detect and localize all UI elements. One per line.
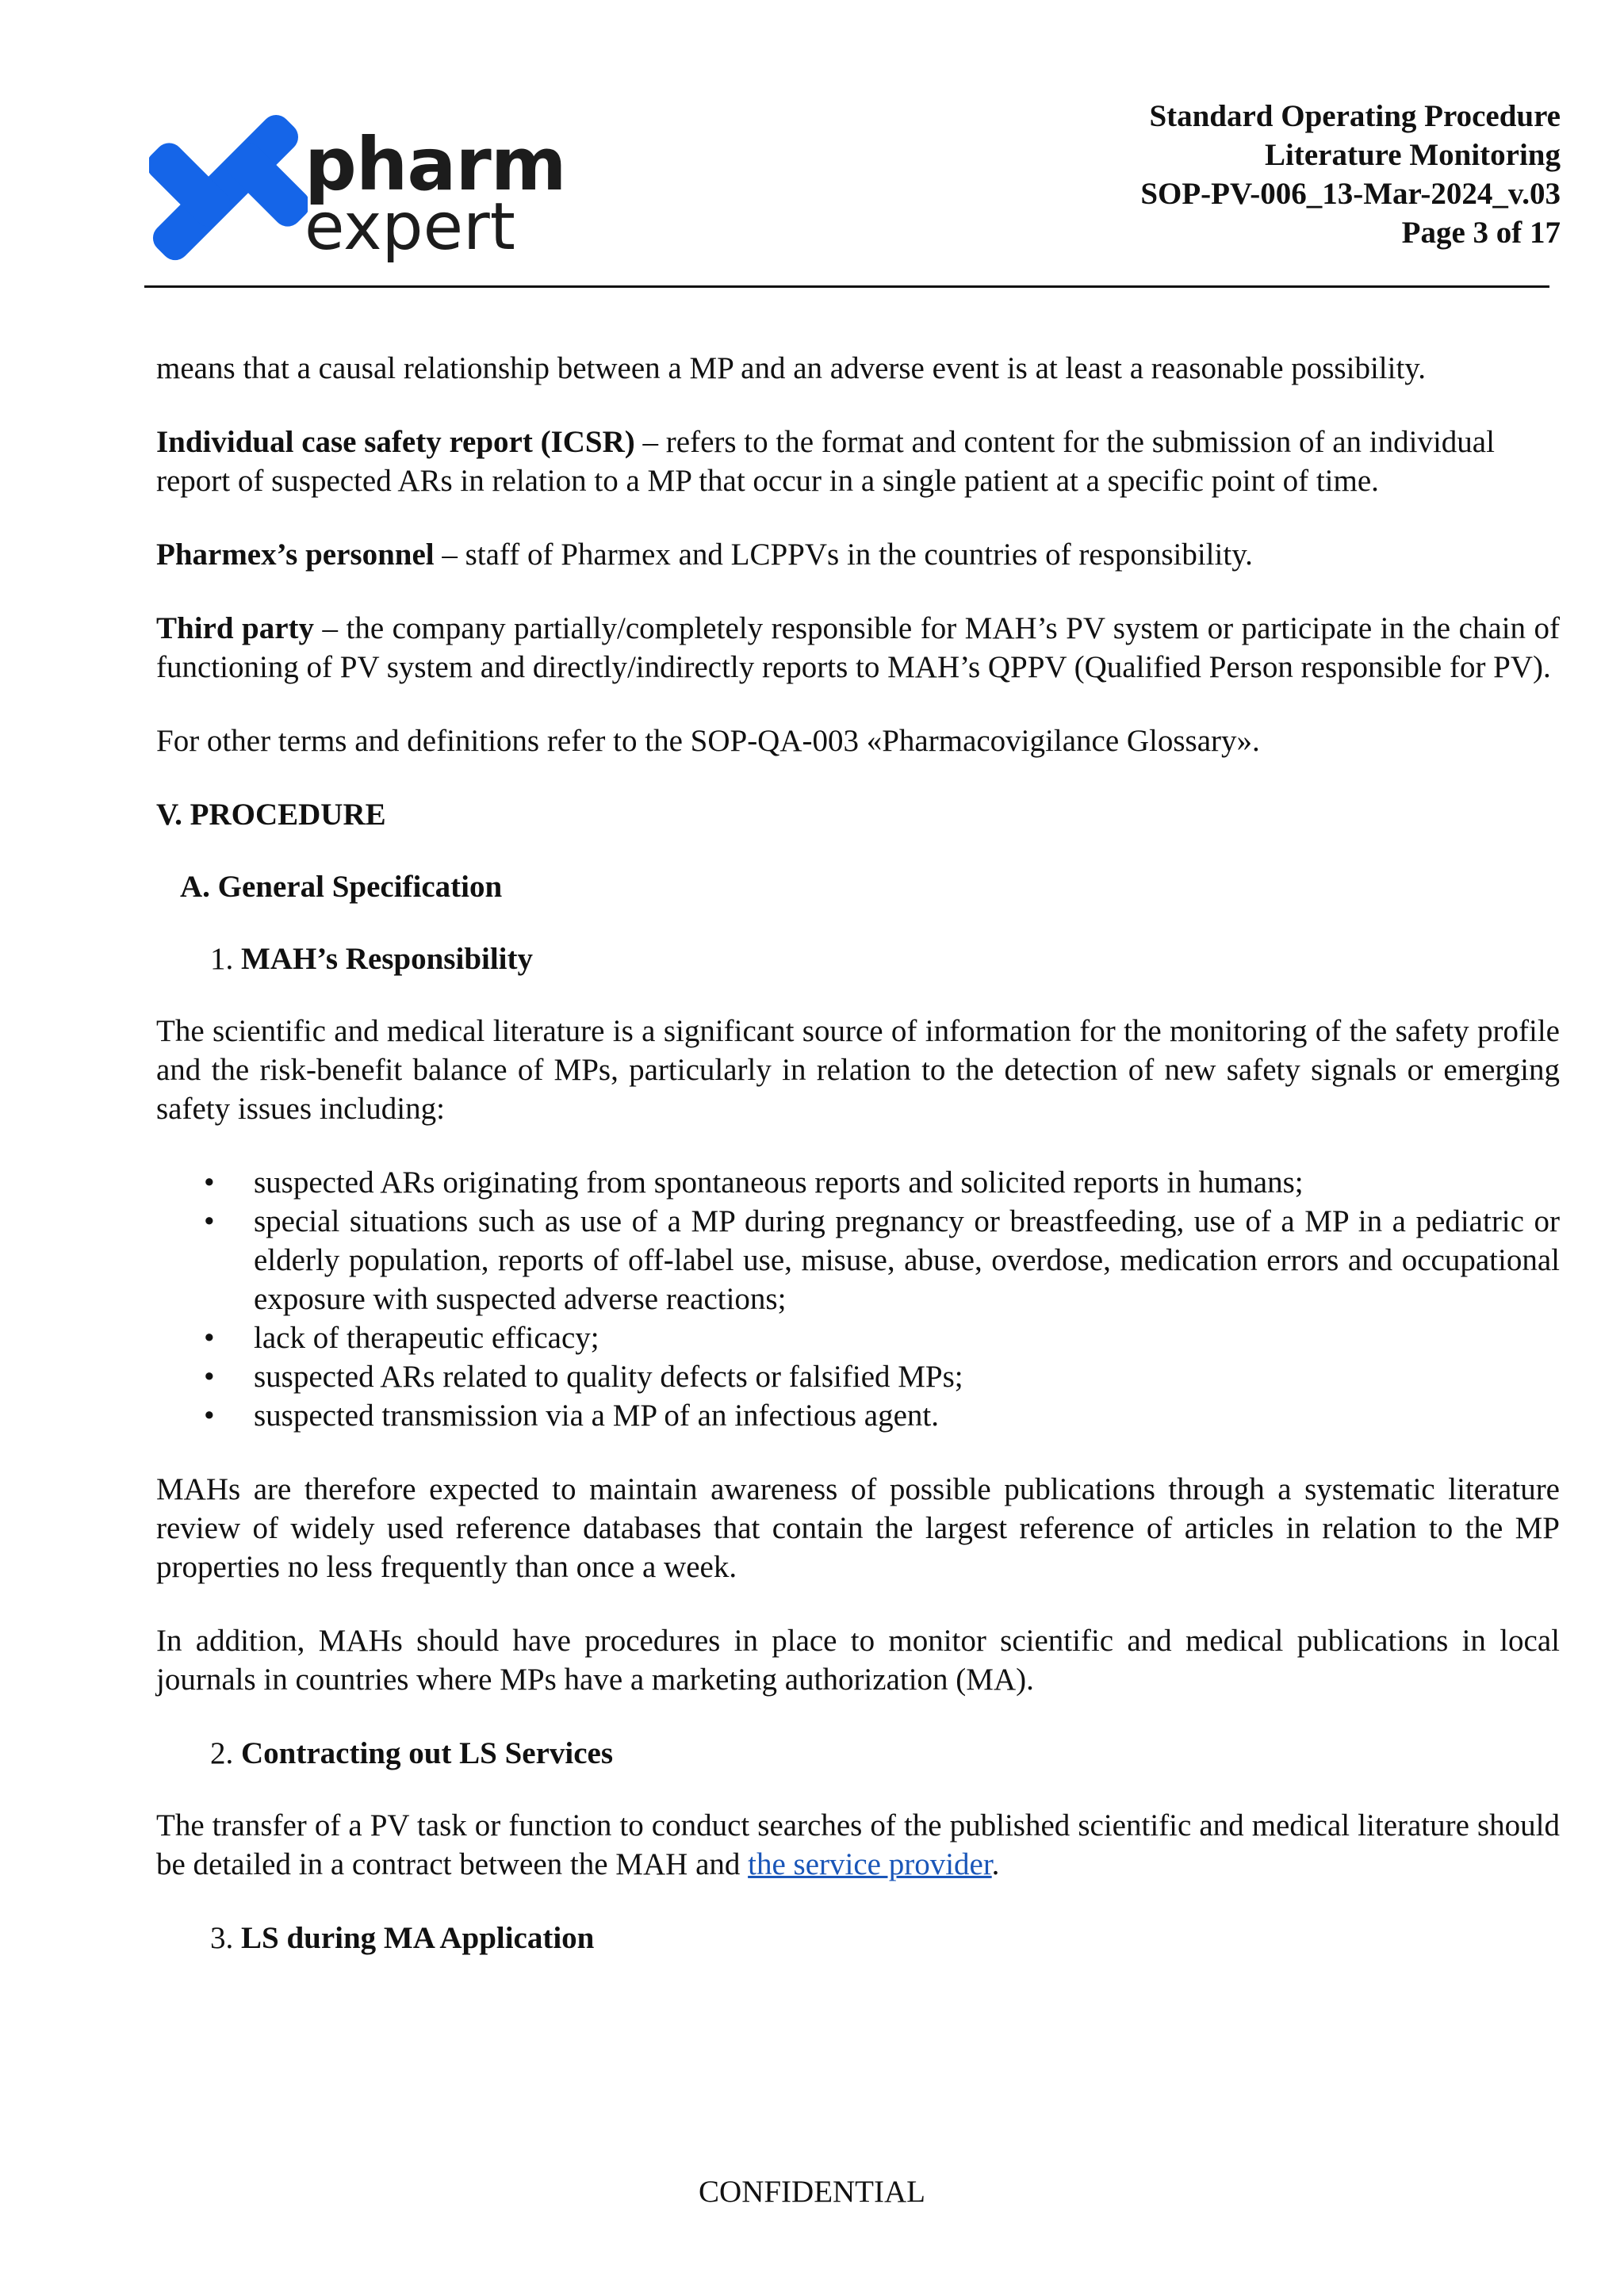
heading-title: MAH’s Responsibility [241, 942, 534, 976]
definition-term: Pharmex’s personnel [156, 538, 435, 572]
header-doc-code: SOP-PV-006_13-Mar-2024_v.03 [1140, 177, 1561, 211]
local-journals-paragraph: In addition, MAHs should have procedures in place to monitor scientific and medical publications in local journals in countries where MPs have a marketing authorization (MA). [156, 1624, 1560, 1697]
x-cross-logo-icon [149, 101, 308, 268]
heading-number: 2. [210, 1736, 234, 1770]
definition-third-party [156, 609, 1560, 687]
numbered-heading-3 [156, 1919, 1560, 1957]
heading-title: LS during MA Application [241, 1921, 595, 1955]
other-terms-paragraph: For other terms and definitions refer to the SOP-QA-003 «Pharmacovigilance Glossary». [156, 724, 1260, 758]
mah-awareness-paragraph: MAHs are therefore expected to maintain awareness of possible publications through a systematic literature review of widely used reference databases that contain the largest reference of articles in relation to the MP properties no less frequently than once a week. [156, 1472, 1560, 1584]
mah-responsibility-paragraph: The scientific and medical literature is a significant source of information for the monitoring of the safety profile and the risk-benefit balance of MPs, particularly in relation to the detection of new safety signals or emerging safety issues including: [156, 1014, 1560, 1126]
logo-word-expert: expert [304, 189, 515, 265]
header-divider [144, 285, 1549, 288]
definition-text: – refers to the format and content for the submission of an individual report of suspected ARs in relation to a MP that occur in a single patient at a specific point of time. [156, 425, 1495, 498]
logo-word-pharm: pharm [304, 122, 566, 207]
continued-paragraph: means that a causal relationship between a MP and an adverse event is at least a reasonable possibility. [156, 351, 1426, 385]
definition-text: – staff of Pharmex and LCPPVs in the countries of responsibility. [434, 538, 1253, 572]
list-item: • special situations such as use of a MP during pregnancy or breastfeeding, use of a MP in a pediatric or elderly population, reports of off-label use, misuse, abuse, overdose, medication errors and occupational exposure with suspected adverse reactions; [156, 1202, 1560, 1318]
header-page-number: Page 3 of 17 [1401, 216, 1561, 250]
confidential-footer: CONFIDENTIAL [699, 2175, 925, 2209]
definition-term: Third party [156, 611, 315, 645]
company-logo [149, 101, 566, 268]
list-item: • suspected transmission via a MP of an infectious agent. [156, 1396, 1560, 1435]
header-doc-type: Standard Operating Procedure [1149, 99, 1561, 133]
header-doc-title: Literature Monitoring [1265, 138, 1561, 172]
section-heading-procedure: V. PROCEDURE [156, 798, 386, 832]
numbered-heading-2 [156, 1734, 1560, 1773]
heading-number: 3. [210, 1921, 234, 1955]
heading-number: 1. [210, 942, 234, 976]
subsection-heading-general: A. General Specification [180, 870, 503, 904]
service-provider-link[interactable]: the service provider [748, 1847, 992, 1881]
list-item: • suspected ARs related to quality defects or falsified MPs; [156, 1357, 1560, 1396]
numbered-heading-1 [156, 939, 1560, 978]
definition-icsr [156, 423, 1560, 500]
safety-issues-list [156, 1163, 1560, 1435]
definition-text: – the company partially/completely responsible for MAH’s PV system or participate in the chain of functioning of PV system and directly/indirectly reports to MAH’s QPPV (Qualified Person responsible for PV). [156, 611, 1561, 684]
paragraph-text: The transfer of a PV task or function to conduct searches of the published scientific and medical literature should be detailed in a contract between the MAH and [156, 1808, 1560, 1881]
heading-title: Contracting out LS Services [241, 1736, 614, 1770]
contracting-paragraph [156, 1806, 1560, 1884]
paragraph-text-end: . [991, 1847, 1000, 1881]
list-item: • lack of therapeutic efficacy; [156, 1318, 1560, 1357]
document-header [1140, 97, 1561, 252]
definition-personnel [156, 535, 1560, 574]
list-item: • suspected ARs originating from spontaneous reports and solicited reports in humans; [156, 1163, 1560, 1202]
document-body [156, 349, 1560, 1991]
definition-term: Individual case safety report (ICSR) [156, 425, 635, 459]
